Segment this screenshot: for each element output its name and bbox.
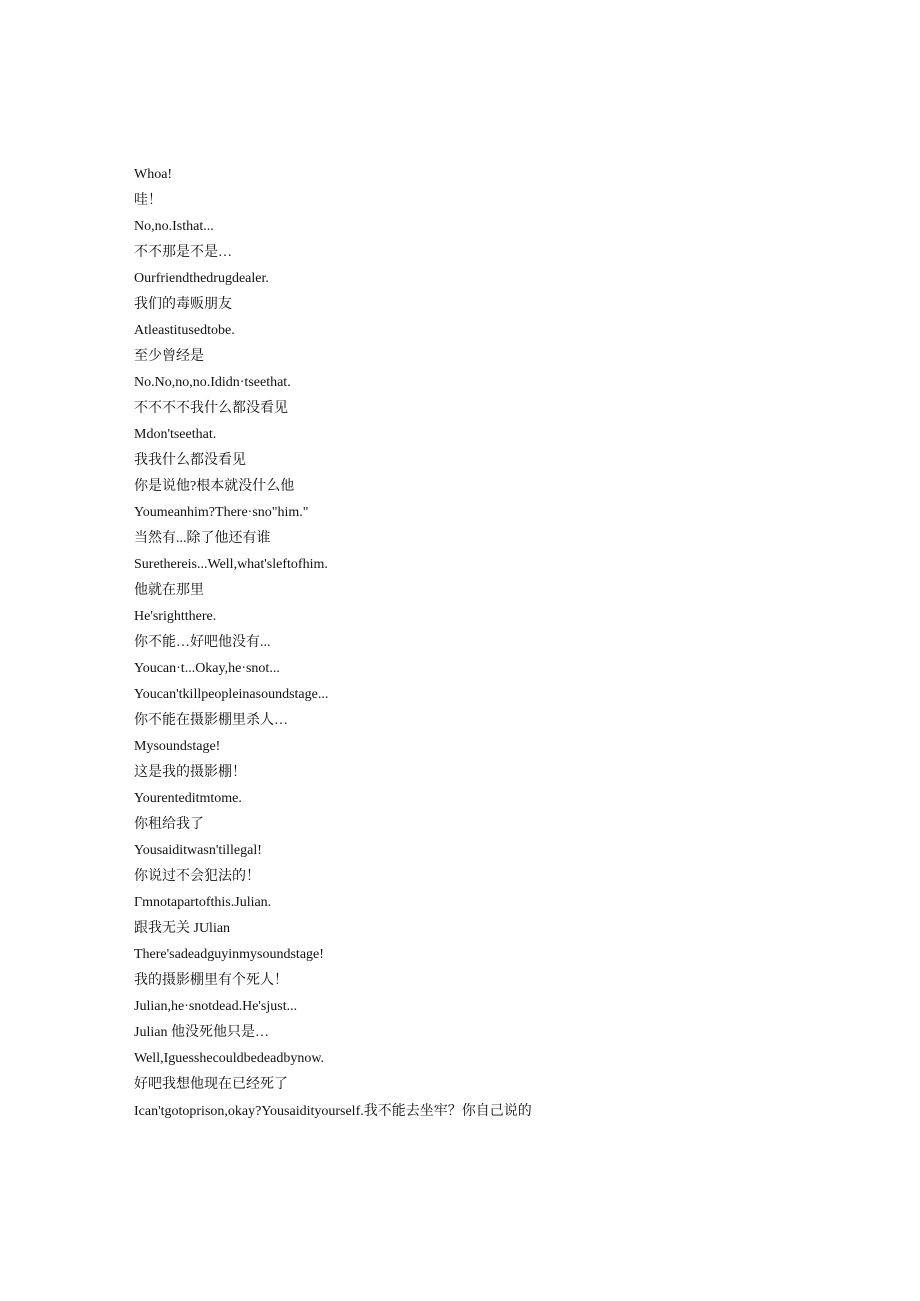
transcript-line: Atleastitusedtobe. [134, 323, 235, 338]
transcript-line: No,no.Isthat... [134, 219, 214, 234]
transcript-line: 你不能在摄影棚里杀人… [134, 713, 288, 728]
transcript-line: Ican'tgotoprison,okay?Yousaidityourself.我不能去坐牢？你自己说的 [134, 1104, 532, 1119]
transcript-line: Mysoundstage! [134, 739, 221, 754]
transcript-line: 跟我无关 JUlian [134, 921, 231, 936]
transcript-line: No.No,no,no.Ididn·tseethat. [134, 375, 291, 390]
transcript-line: 哇！ [134, 193, 162, 208]
transcript-line: Γmnotapartofthis.Julian. [134, 895, 272, 910]
subtitle-transcript [134, 162, 534, 1123]
transcript-line: Youcan·t...Okay,he·snot... [134, 661, 280, 676]
transcript-line: He'srightthere. [134, 609, 217, 624]
transcript-line: 好吧我想他现在已经死了 [134, 1077, 288, 1092]
transcript-line: Youcan'tkillpeopleinasoundstage... [134, 687, 329, 702]
transcript-line: 不不不不我什么都没看见 [134, 401, 288, 416]
transcript-line: Well,Iguesshecouldbedeadbynow. [134, 1051, 325, 1066]
transcript-line: 至少曾经是 [134, 349, 204, 364]
transcript-line: 你是说他?根本就没什么他 [134, 479, 295, 494]
transcript-line: Mdon'tseethat. [134, 427, 217, 442]
transcript-line: Surethereis...Well,what'sleftofhim. [134, 557, 328, 572]
transcript-line: 你说过不会犯法的！ [134, 869, 260, 884]
transcript-line: Yourenteditmtome. [134, 791, 242, 806]
transcript-line: 不不那是不是… [134, 245, 232, 260]
transcript-line: Yousaiditwasn'tillegal! [134, 843, 262, 858]
transcript-line: There'sadeadguyinmysoundstage! [134, 947, 324, 962]
transcript-line: 你租给我了 [134, 817, 204, 832]
transcript-line: 这是我的摄影棚！ [134, 765, 246, 780]
transcript-line: 当然有...除了他还有谁 [134, 531, 271, 546]
transcript-line: Ourfriendthedrugdealer. [134, 271, 269, 286]
transcript-line: 你不能…好吧他没有... [134, 635, 271, 650]
transcript-line: 我们的毒贩朋友 [134, 297, 232, 312]
transcript-line: 他就在那里 [134, 583, 204, 598]
transcript-line: 我我什么都没看见 [134, 453, 246, 468]
transcript-line: Whoa! [134, 167, 173, 182]
transcript-line: 我的摄影棚里有个死人！ [134, 973, 288, 988]
transcript-line: Julian 他没死他只是… [134, 1025, 269, 1040]
transcript-line: Youmeanhim?There·sno"him." [134, 505, 309, 520]
transcript-line: Julian,he·snotdead.He'sjust... [134, 999, 298, 1014]
